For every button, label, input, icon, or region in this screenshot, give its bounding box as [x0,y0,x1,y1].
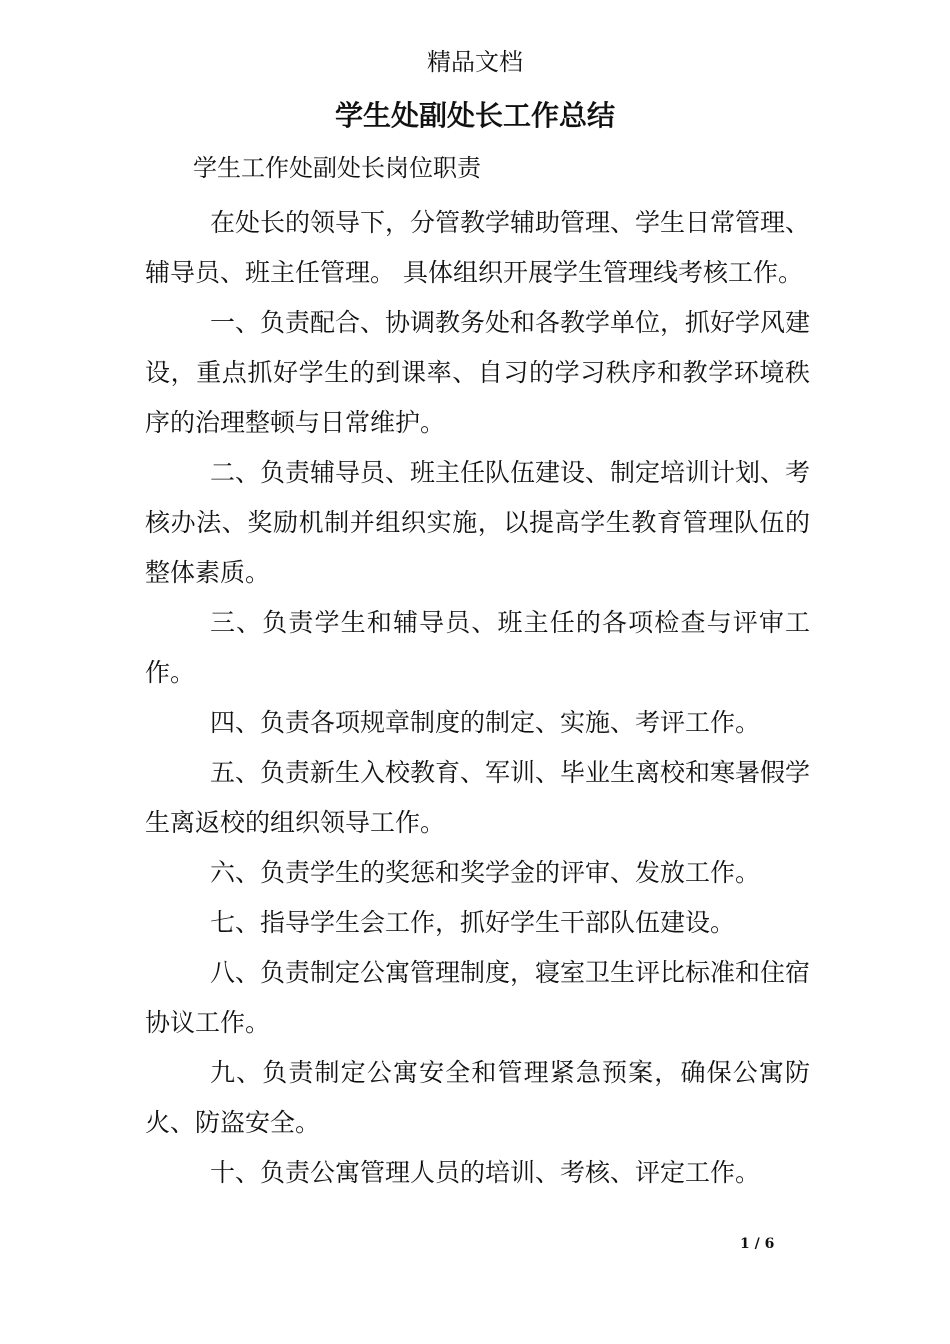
paragraph-item-1: 一、负责配合、协调教务处和各教学单位，抓好学风建设，重点抓好学生的到课率、自习的学习秩序和教学环境秩序的治理整顿与日常维护。 [145,308,811,437]
paragraph-item-5: 五、负责新生入校教育、军训、毕业生离校和寒暑假学生离返校的组织领导工作。 [145,758,811,837]
document-title: 学生处副处长工作总结 [334,99,615,132]
paragraph-item-7: 七、指导学生会工作，抓好学生干部队伍建设。 [210,908,736,937]
paragraph-item-10: 十、负责公寓管理人员的培训、考核、评定工作。 [210,1158,761,1187]
document-subtitle: 学生工作处副处长岗位职责 [193,154,481,182]
paragraph-item-4: 四、负责各项规章制度的制定、实施、考评工作。 [210,708,761,737]
paragraph-item-2: 二、负责辅导员、班主任队伍建设、制定培训计划、考核办法、奖励机制并组织实施，以提高学生教育管理队伍的整体素质。 [145,458,811,587]
page-header: 精品文档 [427,48,523,76]
document-body [145,198,810,1198]
page-number: 1 / 6 [740,1236,775,1252]
paragraph-item-9: 九、负责制定公寓安全和管理紧急预案，确保公寓防火、防盗安全。 [145,1058,810,1137]
paragraph-item-3: 三、负责学生和辅导员、班主任的各项检查与评审工作。 [145,608,810,687]
paragraph-item-6: 六、负责学生的奖惩和奖学金的评审、发放工作。 [210,858,761,887]
paragraph-item-8: 八、负责制定公寓管理制度，寝室卫生评比标准和住宿协议工作。 [145,958,811,1037]
paragraph-intro: 在处长的领导下，分管教学辅助管理、学生日常管理、辅导员、班主任管理。 具体组织开展学生管理线考核工作。 [145,208,811,287]
